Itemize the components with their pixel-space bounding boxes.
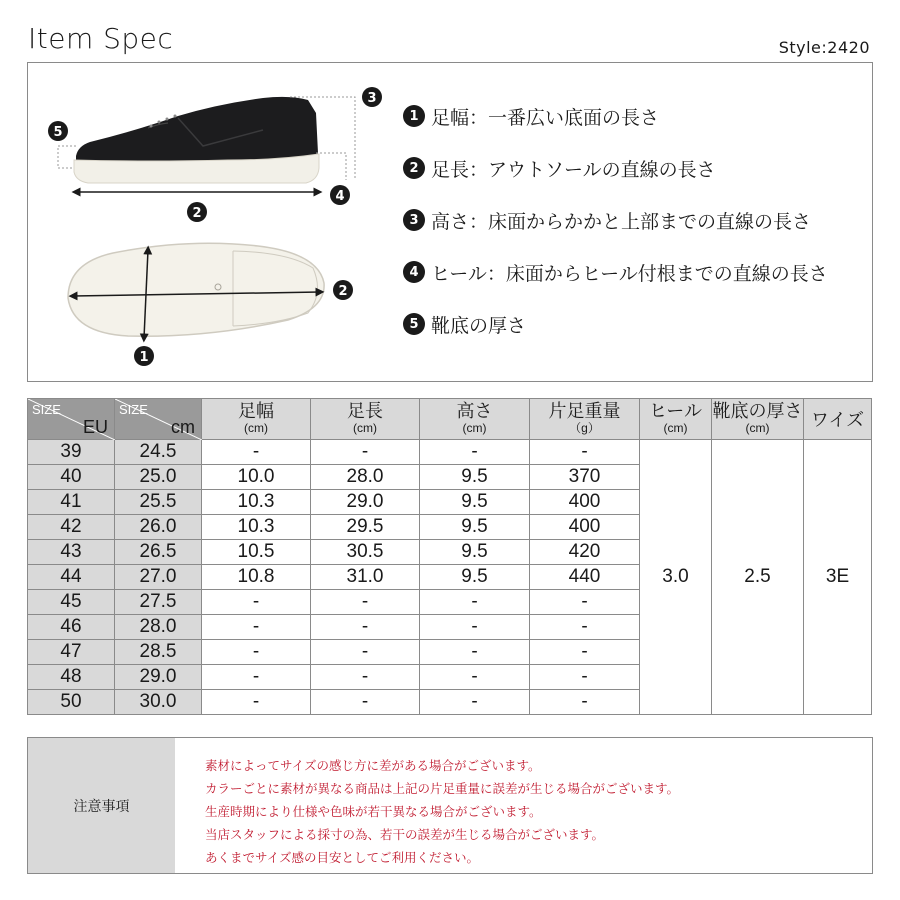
- spec-item-sole: [403, 298, 873, 350]
- size-cell: 43: [28, 540, 115, 565]
- value-cell: 440: [530, 565, 640, 590]
- width-cell: 3E: [804, 440, 872, 715]
- value-cell: -: [420, 690, 530, 715]
- size-cell: 25.5: [115, 490, 202, 515]
- header-height: 高さ (cm): [420, 399, 530, 440]
- value-cell: -: [202, 615, 311, 640]
- size-cell: 26.5: [115, 540, 202, 565]
- sole-cell: 2.5: [712, 440, 804, 715]
- table-row: [28, 440, 872, 465]
- size-cell: 42: [28, 515, 115, 540]
- value-cell: 9.5: [420, 515, 530, 540]
- number-3-icon: 3: [403, 209, 425, 231]
- value-cell: -: [420, 640, 530, 665]
- spec-text: ヒール：床面からヒール付根までの直線の長さ: [431, 262, 828, 285]
- page-title: Item Spec: [28, 22, 174, 55]
- value-cell: -: [530, 440, 640, 465]
- spec-text: 靴底の厚さ: [431, 314, 527, 337]
- svg-text:2: 2: [338, 284, 348, 299]
- header-weight: 片足重量 （g）: [530, 399, 640, 440]
- header-cm: SIZE cm: [115, 399, 202, 440]
- spec-item-heel: [403, 246, 873, 298]
- spec-item-length: [403, 142, 873, 194]
- size-cell: 28.5: [115, 640, 202, 665]
- value-cell: 10.3: [202, 515, 311, 540]
- value-cell: -: [311, 665, 420, 690]
- value-cell: -: [530, 690, 640, 715]
- value-cell: -: [420, 590, 530, 615]
- marker-4: [330, 185, 350, 205]
- value-cell: -: [202, 665, 311, 690]
- value-cell: 29.5: [311, 515, 420, 540]
- value-cell: 9.5: [420, 490, 530, 515]
- value-cell: -: [420, 665, 530, 690]
- value-cell: -: [311, 440, 420, 465]
- size-cell: 30.0: [115, 690, 202, 715]
- size-cell: 50: [28, 690, 115, 715]
- value-cell: 28.0: [311, 465, 420, 490]
- style-number: Style:2420: [778, 38, 870, 57]
- value-cell: -: [202, 440, 311, 465]
- value-cell: 10.0: [202, 465, 311, 490]
- marker-2-sole: [333, 280, 353, 300]
- value-cell: 370: [530, 465, 640, 490]
- value-cell: 10.3: [202, 490, 311, 515]
- number-2-icon: 2: [403, 157, 425, 179]
- svg-text:5: 5: [53, 125, 63, 140]
- value-cell: -: [530, 665, 640, 690]
- value-cell: -: [530, 615, 640, 640]
- spec-text: 足長：アウトソールの直線の長さ: [431, 158, 716, 181]
- size-cell: 41: [28, 490, 115, 515]
- header-width-fit: ワイズ: [804, 399, 872, 440]
- marker-3: [362, 87, 382, 107]
- header-sole-thickness: 靴底の厚さ (cm): [712, 399, 804, 440]
- value-cell: -: [530, 640, 640, 665]
- size-cell: 25.0: [115, 465, 202, 490]
- number-5-icon: 5: [403, 313, 425, 335]
- heel-cell: 3.0: [640, 440, 712, 715]
- header-foot-length: 足長 (cm): [311, 399, 420, 440]
- marker-5: [48, 121, 68, 141]
- notes-label: 注意事項: [28, 738, 175, 873]
- size-cell: 46: [28, 615, 115, 640]
- note-line: あくまでサイズ感の目安としてご利用ください。: [205, 850, 480, 865]
- value-cell: -: [420, 440, 530, 465]
- size-cell: 45: [28, 590, 115, 615]
- size-cell: 40: [28, 465, 115, 490]
- marker-1-sole: [134, 346, 154, 366]
- value-cell: 30.5: [311, 540, 420, 565]
- header-eu: SIZE EU: [28, 399, 115, 440]
- size-cell: 26.0: [115, 515, 202, 540]
- value-cell: -: [530, 590, 640, 615]
- value-cell: -: [311, 690, 420, 715]
- value-cell: -: [311, 640, 420, 665]
- value-cell: 420: [530, 540, 640, 565]
- note-line: 生産時期により仕様や色味が若干異なる場合がございます。: [205, 804, 542, 819]
- value-cell: -: [202, 590, 311, 615]
- shoe-side-view: [74, 97, 319, 183]
- table-header-row: [28, 399, 872, 440]
- size-cell: 29.0: [115, 665, 202, 690]
- svg-text:2: 2: [192, 206, 202, 221]
- svg-text:4: 4: [335, 189, 345, 204]
- svg-text:1: 1: [139, 350, 149, 365]
- note-line: 素材によってサイズの感じ方に差がある場合がございます。: [205, 758, 541, 773]
- size-cell: 27.0: [115, 565, 202, 590]
- number-4-icon: 4: [403, 261, 425, 283]
- value-cell: 10.5: [202, 540, 311, 565]
- header-foot-width: 足幅 (cm): [202, 399, 311, 440]
- value-cell: 31.0: [311, 565, 420, 590]
- value-cell: 9.5: [420, 540, 530, 565]
- svg-text:3: 3: [367, 91, 377, 106]
- value-cell: 400: [530, 490, 640, 515]
- size-cell: 27.5: [115, 590, 202, 615]
- value-cell: 29.0: [311, 490, 420, 515]
- value-cell: -: [202, 640, 311, 665]
- spec-item-width: [403, 90, 873, 142]
- spec-legend: [403, 90, 873, 350]
- shoe-diagram: [28, 68, 408, 378]
- value-cell: 9.5: [420, 565, 530, 590]
- size-cell: 28.0: [115, 615, 202, 640]
- shoe-sole-view: [68, 243, 324, 336]
- size-cell: 48: [28, 665, 115, 690]
- value-cell: 10.8: [202, 565, 311, 590]
- value-cell: -: [420, 615, 530, 640]
- size-cell: 44: [28, 565, 115, 590]
- size-cell: 47: [28, 640, 115, 665]
- spec-text: 高さ：床面からかかと上部までの直線の長さ: [431, 210, 812, 233]
- marker-2-side: [187, 202, 207, 222]
- note-line: 当店スタッフによる採寸の為、若干の誤差が生じる場合がございます。: [205, 827, 605, 842]
- size-table: [27, 398, 872, 715]
- value-cell: 9.5: [420, 465, 530, 490]
- value-cell: 400: [530, 515, 640, 540]
- spec-item-height: [403, 194, 873, 246]
- spec-text: 足幅：一番広い底面の長さ: [431, 106, 660, 129]
- value-cell: -: [311, 615, 420, 640]
- note-line: カラーごとに素材が異なる商品は上記の片足重量に誤差が生じる場合がございます。: [205, 781, 680, 796]
- notes-box: [27, 737, 873, 874]
- number-1-icon: 1: [403, 105, 425, 127]
- size-cell: 39: [28, 440, 115, 465]
- notes-text: [175, 738, 679, 873]
- header-heel: ヒール (cm): [640, 399, 712, 440]
- size-cell: 24.5: [115, 440, 202, 465]
- value-cell: -: [311, 590, 420, 615]
- value-cell: -: [202, 690, 311, 715]
